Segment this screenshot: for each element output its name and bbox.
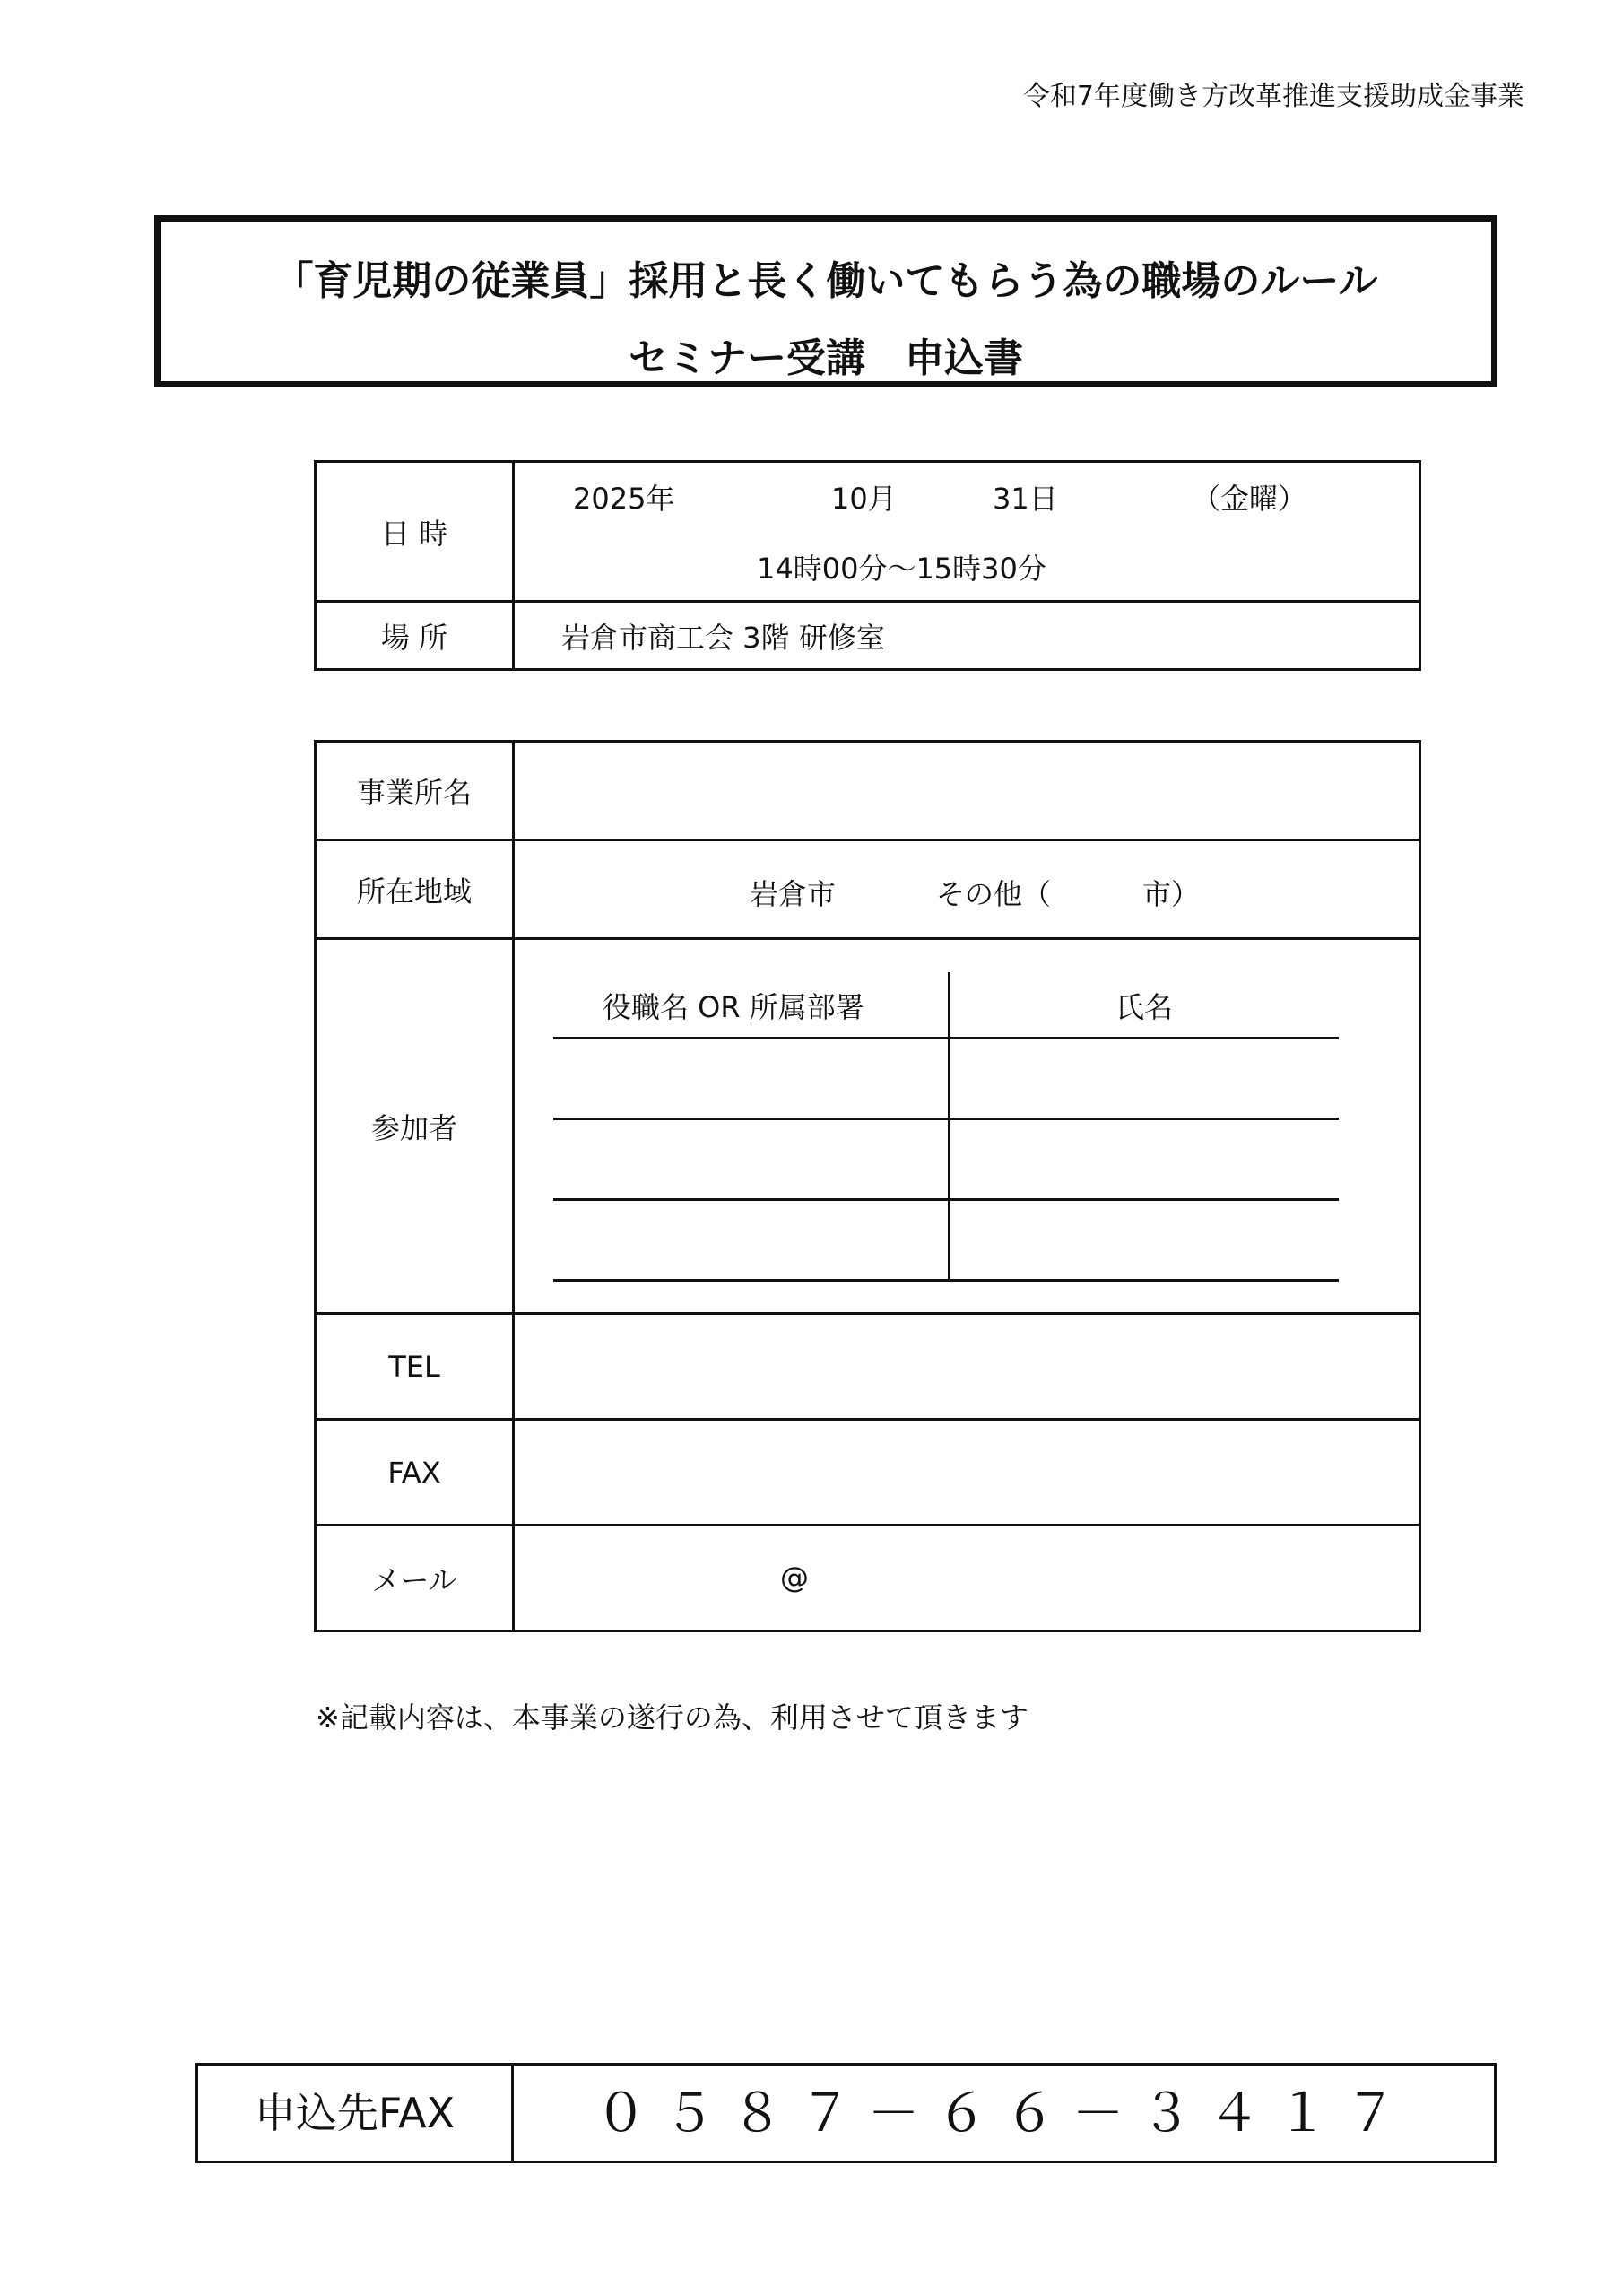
datetime-value (514, 462, 1420, 602)
event-info-table (314, 460, 1421, 671)
column-divider (948, 972, 950, 1281)
row-line (553, 1279, 1339, 1282)
area-option-other: その他（ (936, 877, 1052, 911)
area-field[interactable] (514, 840, 1420, 939)
mail-field[interactable] (514, 1526, 1420, 1631)
fax-field[interactable] (514, 1420, 1420, 1526)
row-line (553, 1118, 1339, 1120)
datetime-label: 日 時 (316, 462, 514, 602)
participants-field (514, 939, 1420, 1314)
col-name-header: 氏名 (1115, 990, 1174, 1024)
event-day: 31日 (993, 482, 1058, 516)
area-label: 所在地域 (316, 840, 514, 939)
mail-at-sign: @ (780, 1561, 809, 1595)
fax-label: FAX (316, 1420, 514, 1526)
title-line-1: 「育児期の従業員」採用と長く働いてもらう為の職場のルール (273, 258, 1378, 304)
col-position-header: 役職名 OR 所属部署 (603, 990, 864, 1024)
event-weekday: （金曜） (1192, 482, 1307, 516)
participants-label: 参加者 (316, 939, 514, 1314)
location-value: 岩倉市商工会 3階 研修室 (514, 602, 1420, 670)
company-field[interactable] (514, 742, 1420, 840)
company-label: 事業所名 (316, 742, 514, 840)
submit-fax-label: 申込先FAX (198, 2066, 514, 2161)
submit-fax-number: ０５８７－６６－３４１７ (595, 2083, 1413, 2144)
location-label: 場 所 (316, 602, 514, 670)
mail-label: メール (316, 1526, 514, 1631)
program-name: 令和7年度働き方改革推進支援助成金事業 (1022, 81, 1524, 112)
submit-fax-box (195, 2063, 1497, 2163)
title-line-2: セミナー受講 申込書 (629, 335, 1023, 381)
usage-note: ※記載内容は、本事業の遂行の為、利用させて頂きます (316, 1700, 1028, 1735)
row-line (553, 1037, 1339, 1039)
application-form-table (314, 740, 1421, 1632)
event-month: 10月 (831, 482, 897, 516)
area-option-other-suffix: 市） (1142, 877, 1201, 911)
tel-field[interactable] (514, 1314, 1420, 1420)
area-option-iwakura: 岩倉市 (750, 877, 837, 911)
tel-label: TEL (316, 1314, 514, 1420)
event-year: 2025年 (573, 482, 675, 516)
event-time: 14時00分～15時30分 (757, 552, 1046, 586)
row-line (553, 1198, 1339, 1201)
title-box (154, 215, 1497, 387)
